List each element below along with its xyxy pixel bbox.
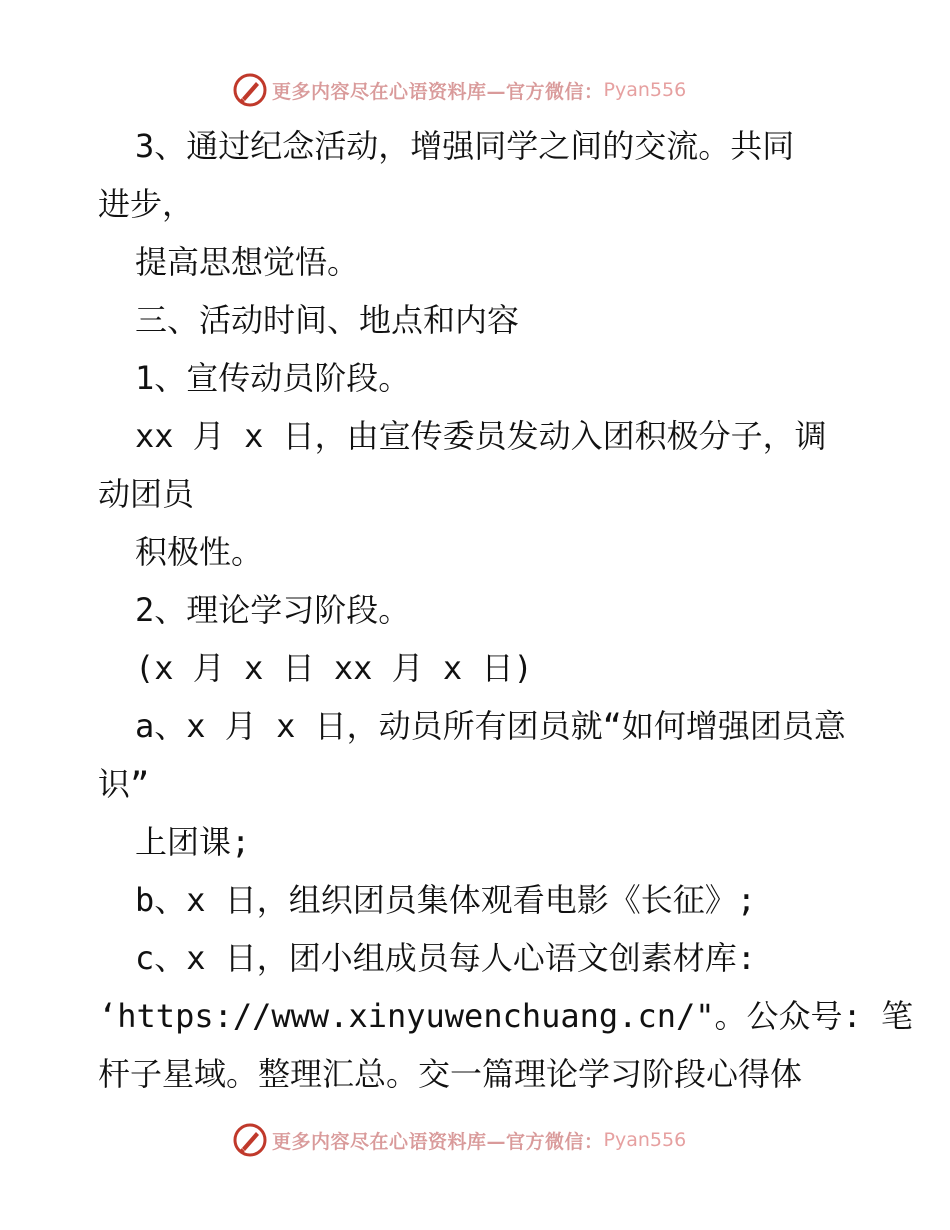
- watermark-wechat-id: Pyan556: [603, 1129, 687, 1151]
- section-heading: 三、活动时间、地点和内容: [135, 301, 520, 339]
- text-line: ‘https://www.xinyuwenchuang.cn/"。公众号: 笔: [98, 997, 914, 1035]
- text-line: 上团课;: [135, 823, 251, 861]
- text-line: xx 月 x 日，由宣传委员发动入团积极分子，调: [135, 417, 827, 455]
- text-line: c、x 日，团小组成员每人心语文创素材库:: [135, 939, 757, 977]
- text-line: 进步，: [98, 185, 195, 223]
- text-line: 杆子星域。整理汇总。交一篇理论学习阶段心得体: [98, 1055, 803, 1093]
- pen-logo-icon: [232, 72, 268, 108]
- text-line: 1、宣传动员阶段。: [135, 359, 411, 397]
- text-line: 3、通过纪念活动，增强同学之间的交流。共同: [135, 127, 795, 165]
- watermark-wechat-id: Pyan556: [603, 79, 687, 101]
- pen-logo-icon: [232, 1122, 268, 1158]
- text-line: b、x 日，组织团员集体观看电影《长征》;: [135, 881, 757, 919]
- text-line: 积极性。: [135, 533, 264, 571]
- text-line: (x 月 x 日 xx 月 x 日): [135, 649, 533, 687]
- watermark-text: 更多内容尽在心语资料库—官方微信：: [272, 80, 604, 103]
- text-line: 动团员: [98, 475, 195, 513]
- footer-watermark: [232, 1120, 686, 1160]
- text-line: a、x 月 x 日，动员所有团员就“如何增强团员意: [135, 707, 846, 745]
- watermark-text: 更多内容尽在心语资料库—官方微信：: [272, 1130, 604, 1153]
- header-watermark: [232, 70, 686, 110]
- text-line: 2、理论学习阶段。: [135, 591, 411, 629]
- text-line: 识”: [98, 765, 150, 803]
- text-line: 提高思想觉悟。: [135, 243, 360, 281]
